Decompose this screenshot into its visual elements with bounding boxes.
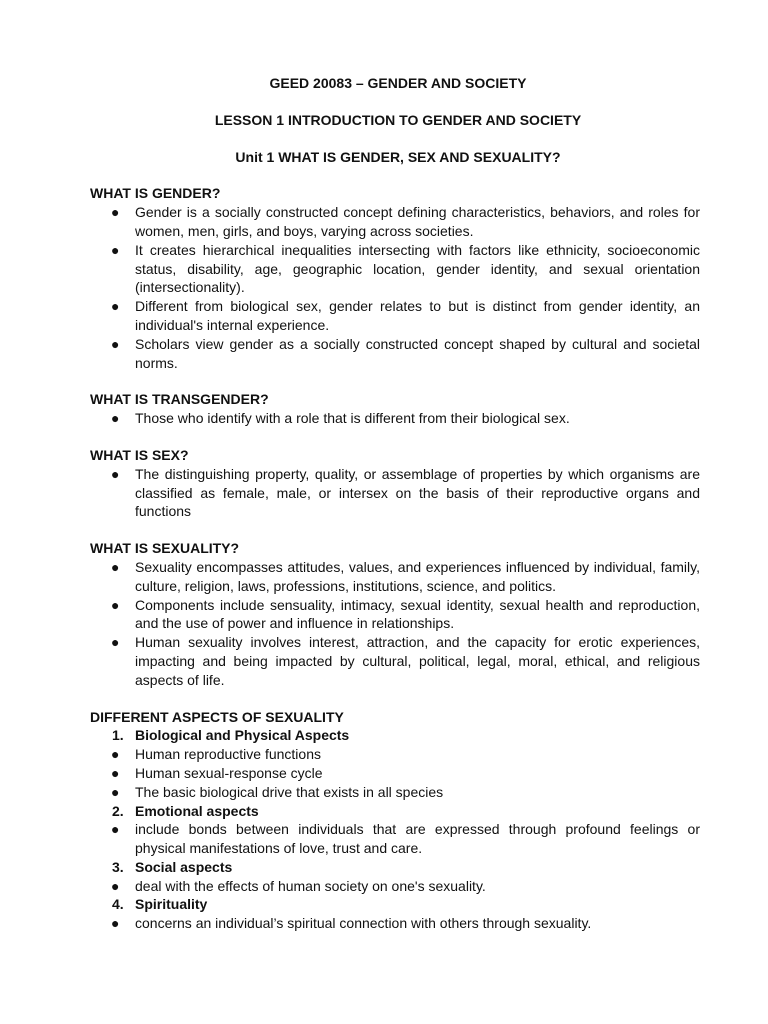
bullet-icon: ● [111, 410, 120, 427]
list-item [90, 914, 700, 933]
list-item-text: Human sexual-response cycle [135, 764, 323, 781]
numbered-heading-text: Emotional aspects [135, 802, 259, 819]
bullet-icon: ● [111, 465, 120, 482]
bullet-list [90, 820, 700, 858]
course-title: GEED 20083 – GENDER AND SOCIETY [269, 75, 527, 91]
list-item-text: It creates hierarchical inequalities intersecting with factors like ethnicity, socioeconomic status, disability, age, geographic location, gender identity, and sexual orientation (intersectionality). [135, 241, 700, 296]
list-item [90, 465, 700, 521]
numbered-heading-text: Social aspects [135, 858, 233, 875]
bullet-icon: ● [111, 764, 120, 781]
bullet-list [90, 914, 700, 933]
list-item-text: deal with the effects of human society on one's sexuality. [135, 877, 486, 894]
bullet-icon: ● [111, 204, 120, 221]
item-number: 3. [112, 858, 124, 875]
list-item [90, 764, 700, 783]
list-item [90, 783, 700, 802]
section-heading: DIFFERENT ASPECTS OF SEXUALITY [90, 708, 344, 725]
bullet-list [90, 409, 700, 428]
list-item-text: include bonds between individuals that are expressed through profound feelings or physical manifestations of love, trust and care. [135, 821, 700, 857]
section-transgender [90, 390, 700, 428]
list-item-text: Scholars view gender as a socially constructed concept shaped by cultural and societal norms. [135, 335, 700, 371]
numbered-heading-text: Spirituality [135, 896, 208, 913]
unit-title: Unit 1 WHAT IS GENDER, SEX AND SEXUALITY? [235, 148, 561, 165]
bullet-list [90, 465, 700, 521]
list-item-text: Components include sensuality, intimacy, sexual identity, sexual health and reproduction, and the use of power and influence in relationships. [135, 596, 700, 632]
item-number: 2. [112, 802, 124, 819]
list-item-text: Gender is a socially constructed concept defining characteristics, behaviors, and roles for women, men, girls, and boys, varying across societies. [135, 204, 700, 239]
list-item [90, 297, 700, 335]
list-item-text: Human reproductive functions [135, 746, 321, 763]
bullet-icon: ● [111, 298, 120, 315]
bullet-icon: ● [111, 596, 120, 613]
bullet-list [90, 877, 700, 896]
list-item [90, 633, 700, 689]
bullet-list [90, 558, 700, 690]
section-heading: WHAT IS SEX? [90, 446, 189, 463]
list-item-text: Those who identify with a role that is different from their biological sex. [135, 410, 570, 427]
bullet-icon: ● [111, 915, 120, 932]
section-aspects [90, 708, 700, 934]
section-heading: WHAT IS TRANSGENDER? [90, 391, 269, 408]
list-item-text: The distinguishing property, quality, or assemblage of properties by which organisms are classified as female, male, or intersex on the basis of their reproductive organs and functions [135, 465, 700, 520]
list-item [90, 409, 700, 428]
list-item [90, 558, 700, 596]
bullet-icon: ● [111, 821, 120, 838]
list-item-text: Human sexuality involves interest, attraction, and the capacity for erotic experiences, impacting and being impacted by cultural, political, legal, moral, ethical, and religious aspects of life. [135, 634, 700, 688]
list-item [90, 745, 700, 764]
list-item [90, 820, 700, 858]
numbered-heading [90, 726, 700, 745]
list-item-text: The basic biological drive that exists in all species [135, 783, 444, 800]
numbered-heading [90, 802, 700, 821]
section-sexuality [90, 539, 700, 689]
item-number: 4. [112, 896, 124, 913]
numbered-heading [90, 858, 700, 877]
bullet-icon: ● [111, 335, 120, 352]
list-item-text: concerns an individual’s spiritual connection with others through sexuality. [135, 915, 592, 932]
bullet-icon: ● [111, 783, 120, 800]
list-item [90, 596, 700, 634]
numbered-heading-text: Biological and Physical Aspects [135, 727, 350, 744]
list-item [90, 241, 700, 297]
bullet-icon: ● [111, 746, 120, 763]
list-item-text: Different from biological sex, gender relates to but is distinct from gender identity, an individual's internal experience. [135, 298, 700, 333]
list-item [90, 877, 700, 896]
bullet-icon: ● [111, 877, 120, 894]
section-heading: WHAT IS SEXUALITY? [90, 540, 240, 557]
section-sex [90, 446, 700, 521]
bullet-icon: ● [111, 241, 120, 258]
bullet-icon: ● [111, 634, 120, 651]
bullet-list [90, 203, 700, 372]
numbered-heading [90, 895, 700, 914]
bullet-list [90, 745, 700, 801]
lesson-title: LESSON 1 INTRODUCTION TO GENDER AND SOCIETY [214, 111, 582, 128]
list-item [90, 203, 700, 241]
list-item [90, 335, 700, 373]
section-heading: WHAT IS GENDER? [90, 185, 221, 202]
section-gender [90, 184, 700, 372]
list-item-text: Sexuality encompasses attitudes, values, and experiences influenced by individual, family, culture, religion, laws, professions, institutions, science, and politics. [135, 558, 700, 594]
item-number: 1. [112, 727, 124, 744]
bullet-icon: ● [111, 558, 120, 575]
